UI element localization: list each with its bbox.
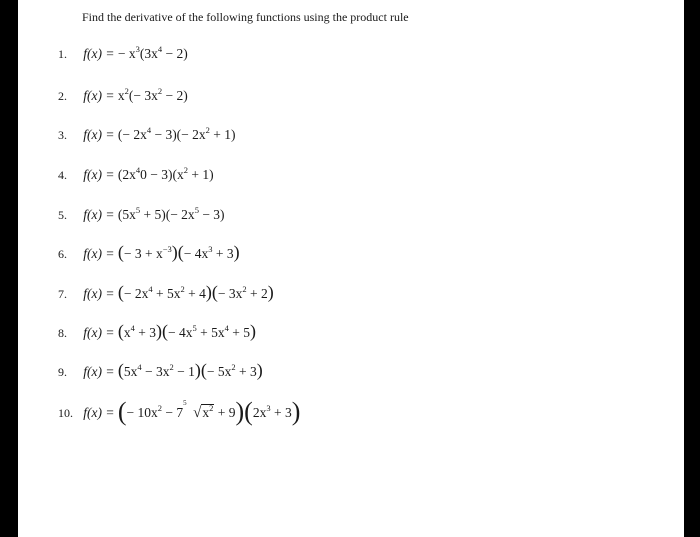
- problem-4: [58, 167, 214, 183]
- problem-number: 1.: [58, 47, 67, 61]
- problem-number: 7.: [58, 287, 67, 301]
- worksheet-page: [18, 0, 684, 537]
- problem-1: [58, 46, 188, 62]
- problem-expression: f(x) = (− $2x^4 + 5x^2 + 4)(- 3x^2 + 2)$: [83, 282, 274, 302]
- problem-number: 4.: [58, 168, 67, 182]
- problem-number: 3.: [58, 128, 67, 142]
- problem-5: [58, 207, 225, 223]
- problem-expression: $f(x) = x^2(- 3x^2 - 2)$: [83, 86, 188, 103]
- problem-expression: f(x) = (− $10x^2 - 7$ 5 $√x^2 + 9)(2x^3 + 3)$: [83, 397, 301, 426]
- problem-number: 5.: [58, 208, 67, 222]
- problem-2: [58, 88, 188, 104]
- problem-expression: $f(x) = (2x^40 - 3)(x^2 + 1)$: [83, 165, 214, 182]
- problem-number: 10.: [58, 406, 73, 420]
- problem-number: 2.: [58, 89, 67, 103]
- problem-expression: f(x) = − $x^3(3x^4 - 2)$: [83, 44, 188, 61]
- problem-number: 9.: [58, 365, 67, 379]
- problem-9: [58, 360, 263, 380]
- problem-3: [58, 127, 236, 143]
- problem-expression: $f(x) = (5x^4 - 3x^2 - 1)(- 5x^2 + 3)$: [83, 360, 263, 380]
- problem-6: [58, 242, 240, 262]
- problem-number: 6.: [58, 247, 67, 261]
- problem-7: [58, 282, 274, 302]
- problem-number: 8.: [58, 326, 67, 340]
- fifth-root-radical: 5 $√x^2$: [183, 399, 214, 421]
- problem-expression: f(x) = (− $3 + x^{-3})(- 4x^3 + 3)$: [83, 242, 240, 262]
- problem-10: [58, 397, 301, 426]
- problem-expression: $f(x) = (5x^5 + 5)(- 2x^5 - 3)$: [83, 205, 225, 222]
- problem-expression: f(x) = (− $2x^4 - 3)(- 2x^2 + 1)$: [83, 125, 236, 142]
- page-title: Find the derivative of the following functions using the product rule: [82, 10, 409, 24]
- problem-8: [58, 321, 256, 341]
- problem-expression: $f(x) = (x^4 + 3)(- 4x^5 + 5x^4 + 5)$: [83, 321, 256, 341]
